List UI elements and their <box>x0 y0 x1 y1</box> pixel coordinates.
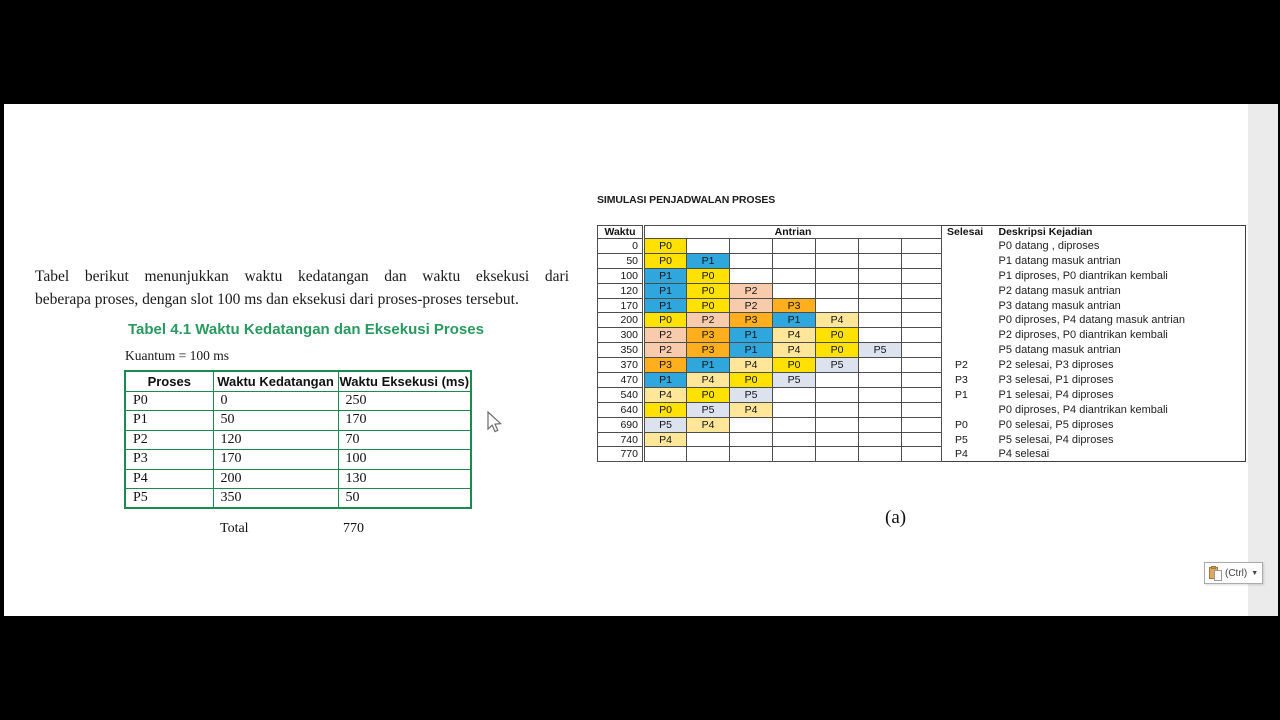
schedule-row <box>598 328 1246 343</box>
queue-cell <box>816 373 859 388</box>
queue-cell <box>687 432 730 447</box>
queue-cell <box>859 239 902 254</box>
queue-cell <box>816 239 859 254</box>
schedule-row <box>598 239 1246 254</box>
waktu-cell: 200 <box>598 313 644 328</box>
queue-cell: P1 <box>730 328 773 343</box>
deskripsi-cell: P0 diproses, P4 datang masuk antrian <box>994 313 1246 328</box>
schedule-header-row <box>598 226 1246 239</box>
queue-cell: P3 <box>773 298 816 313</box>
queue-cell <box>816 432 859 447</box>
selesai-cell <box>942 268 994 283</box>
queue-cell: P4 <box>730 402 773 417</box>
arrival-cell: 250 <box>338 391 471 411</box>
schedule-row <box>598 402 1246 417</box>
intro-paragraph-line2: beberapa proses, dengan slot 100 ms dan eksekusi dari proses-proses tersebut. <box>35 290 519 308</box>
selesai-cell <box>942 313 994 328</box>
queue-cell: P1 <box>730 343 773 358</box>
queue-cell <box>902 417 942 432</box>
selesai-header: Selesai <box>942 226 994 239</box>
queue-cell: P0 <box>773 358 816 373</box>
queue-cell: P1 <box>687 358 730 373</box>
queue-cell <box>902 432 942 447</box>
waktu-cell: 0 <box>598 239 644 254</box>
schedule-row <box>598 373 1246 388</box>
schedule-table <box>597 225 1246 462</box>
queue-cell <box>859 358 902 373</box>
arrival-cell: P3 <box>125 450 213 470</box>
arrival-table-header-row <box>125 371 471 391</box>
queue-cell: P5 <box>687 402 730 417</box>
arrival-table-row <box>125 391 471 411</box>
queue-cell: P5 <box>773 373 816 388</box>
arrival-table-row <box>125 411 471 431</box>
intro-paragraph <box>35 266 569 311</box>
queue-cell: P4 <box>687 417 730 432</box>
queue-cell <box>773 283 816 298</box>
arrival-total-label: Total <box>220 521 249 536</box>
queue-cell <box>730 447 773 462</box>
queue-cell: P4 <box>644 432 687 447</box>
queue-cell <box>859 402 902 417</box>
selesai-cell <box>942 283 994 298</box>
figure-caption: (a) <box>885 507 907 528</box>
queue-cell <box>902 328 942 343</box>
queue-cell <box>773 239 816 254</box>
queue-cell <box>859 432 902 447</box>
queue-cell: P0 <box>730 373 773 388</box>
arrival-cell: P2 <box>125 430 213 450</box>
waktu-cell: 540 <box>598 387 644 402</box>
paste-options-label: (Ctrl) <box>1225 567 1248 579</box>
queue-cell <box>816 253 859 268</box>
queue-cell: P3 <box>644 358 687 373</box>
queue-cell: P5 <box>644 417 687 432</box>
selesai-cell: P0 <box>942 417 994 432</box>
queue-cell <box>859 417 902 432</box>
deskripsi-cell: P3 datang masuk antrian <box>994 298 1246 313</box>
selesai-cell: P3 <box>942 373 994 388</box>
queue-cell <box>816 268 859 283</box>
queue-cell: P2 <box>644 328 687 343</box>
queue-cell <box>816 402 859 417</box>
queue-cell: P0 <box>687 268 730 283</box>
arrival-cell: 50 <box>213 411 338 431</box>
deskripsi-cell: P2 datang masuk antrian <box>994 283 1246 298</box>
queue-cell: P3 <box>730 313 773 328</box>
schedule-row <box>598 358 1246 373</box>
arrival-cell: P0 <box>125 391 213 411</box>
waktu-cell: 170 <box>598 298 644 313</box>
schedule-row <box>598 298 1246 313</box>
waktu-cell: 640 <box>598 402 644 417</box>
queue-cell: P0 <box>816 343 859 358</box>
queue-cell <box>773 417 816 432</box>
clipboard-paste-icon <box>1209 566 1222 581</box>
arrival-cell: 170 <box>338 411 471 431</box>
queue-cell <box>902 298 942 313</box>
waktu-cell: 770 <box>598 447 644 462</box>
deskripsi-cell: P5 selesai, P4 diproses <box>994 432 1246 447</box>
queue-cell: P4 <box>773 328 816 343</box>
waktu-cell: 50 <box>598 253 644 268</box>
queue-cell <box>687 239 730 254</box>
queue-cell <box>902 387 942 402</box>
arrival-table-row <box>125 450 471 470</box>
waktu-cell: 690 <box>598 417 644 432</box>
queue-cell <box>816 283 859 298</box>
queue-cell <box>816 298 859 313</box>
arrival-header-proses: Proses <box>125 371 213 391</box>
queue-cell <box>859 298 902 313</box>
queue-cell <box>902 343 942 358</box>
queue-cell: P4 <box>816 313 859 328</box>
selesai-cell <box>942 402 994 417</box>
arrival-cell: P5 <box>125 489 213 509</box>
deskripsi-cell: P1 diproses, P0 diantrikan kembali <box>994 268 1246 283</box>
waktu-cell: 300 <box>598 328 644 343</box>
waktu-cell: 100 <box>598 268 644 283</box>
arrival-cell: 200 <box>213 469 338 489</box>
arrival-cell: P4 <box>125 469 213 489</box>
schedule-row <box>598 343 1246 358</box>
queue-cell <box>902 402 942 417</box>
mouse-cursor-icon <box>485 411 505 435</box>
schedule-row <box>598 447 1246 462</box>
arrival-table-row <box>125 469 471 489</box>
queue-cell <box>902 447 942 462</box>
schedule-row <box>598 313 1246 328</box>
waktu-header: Waktu <box>598 226 644 239</box>
queue-cell: P4 <box>730 358 773 373</box>
queue-cell <box>859 253 902 268</box>
queue-cell <box>730 417 773 432</box>
queue-cell <box>902 239 942 254</box>
queue-cell: P3 <box>687 343 730 358</box>
queue-cell <box>773 447 816 462</box>
deskripsi-cell: P0 selesai, P5 diproses <box>994 417 1246 432</box>
queue-cell <box>773 268 816 283</box>
selesai-cell <box>942 298 994 313</box>
waktu-cell: 350 <box>598 343 644 358</box>
queue-cell: P0 <box>687 387 730 402</box>
queue-cell <box>902 313 942 328</box>
arrival-cell: 100 <box>338 450 471 470</box>
queue-cell <box>816 447 859 462</box>
schedule-row <box>598 417 1246 432</box>
arrival-cell: 50 <box>338 489 471 509</box>
queue-cell <box>859 373 902 388</box>
waktu-cell: 370 <box>598 358 644 373</box>
queue-cell <box>816 387 859 402</box>
queue-cell <box>730 253 773 268</box>
schedule-row <box>598 432 1246 447</box>
queue-cell <box>730 239 773 254</box>
arrival-table-body <box>125 391 471 508</box>
queue-cell: P2 <box>730 283 773 298</box>
queue-cell <box>773 402 816 417</box>
selesai-cell <box>942 328 994 343</box>
queue-cell: P1 <box>687 253 730 268</box>
arrival-cell: 120 <box>213 430 338 450</box>
queue-cell <box>773 432 816 447</box>
queue-cell: P4 <box>687 373 730 388</box>
selesai-cell <box>942 239 994 254</box>
queue-cell: P0 <box>816 328 859 343</box>
selesai-cell <box>942 253 994 268</box>
deskripsi-cell: P2 selesai, P3 diproses <box>994 358 1246 373</box>
deskripsi-cell: P2 diproses, P0 diantrikan kembali <box>994 328 1246 343</box>
simulation-title: SIMULASI PENJADWALAN PROSES <box>597 194 776 206</box>
queue-cell <box>859 328 902 343</box>
deskripsi-cell: P1 selesai, P4 diproses <box>994 387 1246 402</box>
queue-cell <box>687 447 730 462</box>
schedule-row <box>598 268 1246 283</box>
queue-cell: P1 <box>644 268 687 283</box>
waktu-cell: 120 <box>598 283 644 298</box>
deskripsi-cell: P1 datang masuk antrian <box>994 253 1246 268</box>
schedule-row <box>598 283 1246 298</box>
arrival-header-kedatangan: Waktu Kedatangan <box>213 371 338 391</box>
queue-cell: P0 <box>644 313 687 328</box>
queue-cell <box>902 373 942 388</box>
queue-cell <box>859 313 902 328</box>
queue-cell: P1 <box>773 313 816 328</box>
arrival-table <box>124 370 472 509</box>
schedule-row <box>598 387 1246 402</box>
deskripsi-cell: P0 datang , diproses <box>994 239 1246 254</box>
queue-cell: P2 <box>644 343 687 358</box>
queue-cell: P0 <box>644 402 687 417</box>
queue-cell: P5 <box>859 343 902 358</box>
arrival-cell: P1 <box>125 411 213 431</box>
queue-cell <box>902 253 942 268</box>
selesai-cell: P1 <box>942 387 994 402</box>
quantum-note: Kuantum = 100 ms <box>125 348 229 363</box>
selesai-cell: P4 <box>942 447 994 462</box>
deskripsi-cell: P3 selesai, P1 diproses <box>994 373 1246 388</box>
queue-cell <box>730 432 773 447</box>
queue-cell <box>730 268 773 283</box>
selesai-cell <box>942 343 994 358</box>
intro-paragraph-line1: Tabel berikut menunjukkan waktu kedatangan dan waktu eksekusi dari <box>35 268 569 285</box>
document-page <box>4 104 1277 616</box>
queue-cell <box>773 253 816 268</box>
arrival-table-row <box>125 489 471 509</box>
arrival-header-eksekusi: Waktu Eksekusi (ms) <box>338 371 471 391</box>
queue-cell: P4 <box>773 343 816 358</box>
deskripsi-cell: P4 selesai <box>994 447 1246 462</box>
queue-cell: P0 <box>687 283 730 298</box>
queue-cell: P0 <box>644 239 687 254</box>
queue-cell <box>859 447 902 462</box>
schedule-table-body <box>598 239 1246 462</box>
queue-cell <box>816 417 859 432</box>
arrival-table-row <box>125 430 471 450</box>
queue-cell: P5 <box>730 387 773 402</box>
queue-cell: P0 <box>687 298 730 313</box>
queue-cell: P0 <box>644 253 687 268</box>
table-4-1-title: Tabel 4.1 Waktu Kedatangan dan Eksekusi Proses <box>128 321 484 338</box>
schedule-row <box>598 253 1246 268</box>
arrival-cell: 130 <box>338 469 471 489</box>
arrival-cell: 350 <box>213 489 338 509</box>
waktu-cell: 740 <box>598 432 644 447</box>
queue-cell: P2 <box>687 313 730 328</box>
page-margin-strip <box>1248 104 1278 616</box>
queue-cell <box>902 358 942 373</box>
queue-cell <box>859 283 902 298</box>
deskripsi-cell: P0 diproses, P4 diantrikan kembali <box>994 402 1246 417</box>
arrival-cell: 70 <box>338 430 471 450</box>
queue-cell: P5 <box>816 358 859 373</box>
queue-cell: P1 <box>644 283 687 298</box>
arrival-total-value: 770 <box>343 521 364 536</box>
selesai-cell: P5 <box>942 432 994 447</box>
arrival-cell: 0 <box>213 391 338 411</box>
queue-cell <box>859 387 902 402</box>
antrian-header: Antrian <box>644 226 942 239</box>
queue-cell: P1 <box>644 298 687 313</box>
queue-cell <box>902 268 942 283</box>
paste-options-button[interactable] <box>1204 562 1263 584</box>
deskripsi-header: Deskripsi Kejadian <box>994 226 1246 239</box>
deskripsi-cell: P5 datang masuk antrian <box>994 343 1246 358</box>
queue-cell: P1 <box>644 373 687 388</box>
chevron-down-icon[interactable]: ▼ <box>1251 569 1259 577</box>
queue-cell: P3 <box>687 328 730 343</box>
waktu-cell: 470 <box>598 373 644 388</box>
selesai-cell: P2 <box>942 358 994 373</box>
queue-cell <box>859 268 902 283</box>
queue-cell <box>644 447 687 462</box>
queue-cell: P2 <box>730 298 773 313</box>
arrival-cell: 170 <box>213 450 338 470</box>
queue-cell: P4 <box>644 387 687 402</box>
queue-cell <box>902 283 942 298</box>
queue-cell <box>773 387 816 402</box>
